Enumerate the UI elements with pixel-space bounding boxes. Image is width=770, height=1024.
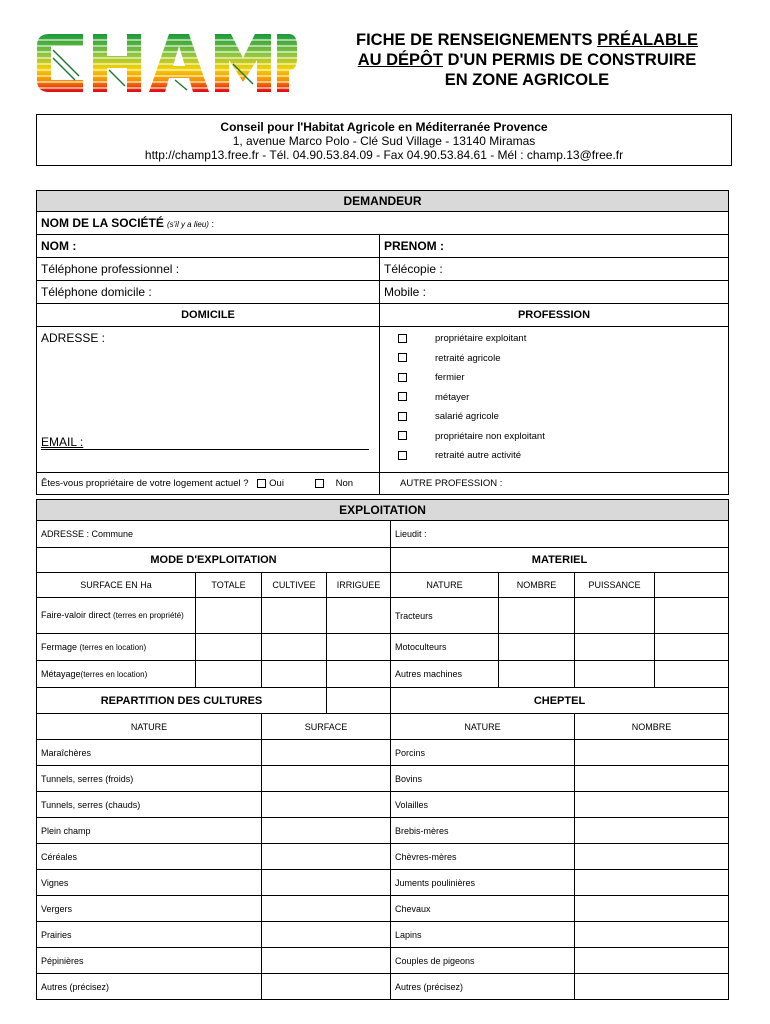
materiel-value-cell[interactable] — [655, 661, 729, 688]
title-line2-a: AU DÉPÔT — [357, 51, 443, 69]
culture-label: Autres (précisez) — [37, 974, 262, 1000]
animal-nombre-cell[interactable] — [575, 792, 729, 818]
oui-label: Oui — [269, 478, 284, 489]
mode-label-note: (terres en propriété) — [113, 611, 184, 620]
culture-label: Vergers — [37, 896, 262, 922]
nom-label: NOM : — [41, 239, 77, 253]
profession-checkbox[interactable] — [398, 451, 407, 460]
mode-value-cell[interactable] — [262, 661, 327, 688]
materiel-value-cell[interactable] — [655, 598, 729, 634]
col-mode-2: CULTIVEE — [262, 573, 327, 598]
profession-option[interactable] — [380, 349, 728, 369]
animal-label: Brebis-mères — [391, 818, 575, 844]
culture-surface-cell[interactable] — [262, 870, 391, 896]
profession-label: salarié agricole — [435, 411, 499, 422]
profession-checkbox[interactable] — [398, 373, 407, 382]
profession-header: PROFESSION — [380, 304, 729, 327]
col-mat-extra — [655, 573, 729, 598]
mode-label — [37, 661, 196, 688]
culture-label: Tunnels, serres (chauds) — [37, 792, 262, 818]
culture-row — [37, 974, 729, 1000]
culture-row — [37, 870, 729, 896]
profession-label: retraité autre activité — [435, 450, 522, 461]
title-line3: EN ZONE AGRICOLE — [444, 71, 610, 89]
col-chep-nombre: NOMBRE — [575, 714, 729, 740]
animal-label: Autres (précisez) — [391, 974, 575, 1000]
org-contact: http://champ13.free.fr - Tél. 04.90.53.84.09 - Fax 04.90.53.84.61 - Mél : champ.13@free.fr — [144, 148, 624, 162]
email-label: EMAIL : — [41, 435, 84, 449]
animal-nombre-cell[interactable] — [575, 974, 729, 1000]
culture-row — [37, 922, 729, 948]
societe-colon: : — [208, 219, 214, 229]
nom-field[interactable] — [37, 235, 380, 258]
org-address: 1, avenue Marco Polo - Clé Sud Village - 13140 Miramas — [232, 134, 536, 148]
culture-row — [37, 766, 729, 792]
mode-value-cell[interactable] — [196, 661, 262, 688]
animal-label: Chevaux — [391, 896, 575, 922]
culture-label: Pépinières — [37, 948, 262, 974]
societe-note: (s'il y a lieu) — [166, 220, 209, 229]
mobile-field[interactable] — [380, 281, 729, 304]
lieudit-field[interactable] — [391, 521, 729, 548]
animal-nombre-cell[interactable] — [575, 870, 729, 896]
telecopie-field[interactable] — [380, 258, 729, 281]
mode-label-main: Métayage — [41, 668, 81, 679]
animal-nombre-cell[interactable] — [575, 740, 729, 766]
mobile-label: Mobile : — [384, 285, 427, 299]
col-mode-0: SURFACE EN Ha — [37, 573, 196, 598]
mode-label-main: Fermage — [41, 641, 80, 652]
culture-surface-cell[interactable] — [262, 740, 391, 766]
mode-label — [37, 634, 196, 661]
materiel-value-cell[interactable] — [575, 598, 655, 634]
animal-nombre-cell[interactable] — [575, 896, 729, 922]
animal-label: Porcins — [391, 740, 575, 766]
animal-label: Volailles — [391, 792, 575, 818]
organisation-box — [36, 114, 732, 166]
culture-surface-cell[interactable] — [262, 792, 391, 818]
materiel-value-cell[interactable] — [575, 634, 655, 661]
animal-label: Chèvres-mères — [391, 844, 575, 870]
culture-surface-cell[interactable] — [262, 896, 391, 922]
culture-surface-cell[interactable] — [262, 818, 391, 844]
exploit-adresse-field[interactable] — [37, 521, 391, 548]
profession-option[interactable] — [380, 407, 728, 427]
title-line2-b: D'UN PERMIS DE CONSTRUIRE — [442, 51, 697, 69]
profession-checkbox[interactable] — [398, 412, 407, 421]
culture-row — [37, 844, 729, 870]
col-rep-nature: NATURE — [37, 714, 262, 740]
lieudit-label: Lieudit : — [395, 529, 427, 539]
mode-label-main: Faire-valoir direct — [41, 610, 114, 620]
tel-dom-field[interactable] — [37, 281, 380, 304]
materiel-value-cell[interactable] — [499, 661, 575, 688]
culture-label: Céréales — [37, 844, 262, 870]
mode-row — [37, 598, 729, 634]
mode-row — [37, 661, 729, 688]
materiel-value-cell[interactable] — [499, 634, 575, 661]
animal-nombre-cell[interactable] — [575, 818, 729, 844]
culture-surface-cell[interactable] — [262, 844, 391, 870]
mode-value-cell[interactable] — [196, 634, 262, 661]
culture-row — [37, 740, 729, 766]
title-line1-b: PRÉALABLE — [597, 31, 698, 49]
autre-profession-label: AUTRE PROFESSION : — [400, 478, 503, 489]
exploitation-table — [36, 499, 729, 1000]
materiel-label: Motoculteurs — [391, 634, 499, 661]
profession-checkbox[interactable] — [398, 334, 407, 343]
culture-row — [37, 948, 729, 974]
culture-label: Maraîchères — [37, 740, 262, 766]
culture-surface-cell[interactable] — [262, 922, 391, 948]
profession-label: propriétaire exploitant — [435, 333, 527, 344]
culture-label: Vignes — [37, 870, 262, 896]
prenom-label: PRENOM : — [384, 239, 444, 253]
animal-label: Lapins — [391, 922, 575, 948]
profession-label: fermier — [435, 372, 465, 383]
mode-value-cell[interactable] — [262, 634, 327, 661]
profession-checkbox[interactable] — [398, 353, 407, 362]
exploitation-header: EXPLOITATION — [37, 500, 729, 521]
proprietaire-question: Êtes-vous propriétaire de votre logement actuel ? — [41, 478, 249, 489]
non-label: Non — [335, 478, 354, 489]
tel-pro-field[interactable] — [37, 258, 380, 281]
col-mode-3: IRRIGUEE — [327, 573, 391, 598]
col-chep-nature: NATURE — [391, 714, 575, 740]
mode-header: MODE D'EXPLOITATION — [37, 548, 391, 573]
profession-option[interactable] — [380, 329, 728, 349]
oui-checkbox[interactable] — [257, 479, 266, 488]
societe-field[interactable] — [37, 212, 729, 235]
animal-nombre-cell[interactable] — [575, 766, 729, 792]
mode-label-note: (terres en location) — [80, 669, 148, 679]
demandeur-header: DEMANDEUR — [37, 191, 729, 212]
culture-row — [37, 896, 729, 922]
culture-surface-cell[interactable] — [262, 766, 391, 792]
culture-surface-cell[interactable] — [262, 974, 391, 1000]
profession-label: retraité agricole — [435, 352, 501, 364]
demandeur-table — [36, 190, 729, 495]
culture-label: Tunnels, serres (froids) — [37, 766, 262, 792]
animal-nombre-cell[interactable] — [575, 844, 729, 870]
exploit-adresse-label: ADRESSE : Commune — [41, 529, 134, 539]
materiel-value-cell[interactable] — [655, 634, 729, 661]
autre-profession-field[interactable] — [380, 473, 729, 495]
col-mat-0: NATURE — [391, 573, 499, 598]
col-rep-surface: SURFACE — [262, 714, 391, 740]
mode-value-cell[interactable] — [327, 598, 391, 634]
materiel-value-cell[interactable] — [575, 661, 655, 688]
form-title — [318, 30, 736, 90]
animal-nombre-cell[interactable] — [575, 922, 729, 948]
animal-nombre-cell[interactable] — [575, 948, 729, 974]
materiel-label: Tracteurs — [391, 598, 499, 634]
materiel-value-cell[interactable] — [499, 598, 575, 634]
animal-label: Juments poulinières — [391, 870, 575, 896]
mode-value-cell[interactable] — [262, 598, 327, 634]
animal-label: Bovins — [391, 766, 575, 792]
adresse-field[interactable] — [37, 327, 380, 473]
culture-label: Plein champ — [37, 818, 262, 844]
mode-row — [37, 634, 729, 661]
culture-label: Prairies — [37, 922, 262, 948]
profession-checkbox[interactable] — [398, 392, 407, 401]
mode-label-note: (terres en location) — [79, 642, 147, 652]
adresse-label: ADRESSE : — [41, 331, 106, 345]
materiel-label: Autres machines — [391, 661, 499, 688]
profession-option[interactable] — [380, 388, 728, 408]
telecopie-label: Télécopie : — [384, 262, 443, 276]
prenom-field[interactable] — [380, 235, 729, 258]
profession-list — [380, 327, 729, 473]
col-mat-1: NOMBRE — [499, 573, 575, 598]
champ-logo — [35, 28, 297, 98]
materiel-header: MATERIEL — [391, 548, 729, 573]
profession-checkbox[interactable] — [398, 431, 407, 440]
non-checkbox[interactable] — [315, 479, 324, 488]
mode-value-cell[interactable] — [327, 661, 391, 688]
profession-label: métayer — [435, 391, 470, 403]
culture-row — [37, 818, 729, 844]
profession-option[interactable] — [380, 427, 728, 447]
mode-value-cell[interactable] — [327, 634, 391, 661]
email-field[interactable] — [41, 435, 369, 450]
mode-label — [37, 598, 196, 634]
repartition-header: REPARTITION DES CULTURES — [37, 688, 327, 714]
societe-label: NOM DE LA SOCIÉTÉ — [41, 216, 164, 230]
proprietaire-question-row — [37, 473, 380, 495]
profession-option[interactable] — [380, 368, 728, 388]
profession-label: propriétaire non exploitant — [435, 430, 545, 442]
title-line1-a: FICHE DE RENSEIGNEMENTS — [356, 31, 598, 49]
cheptel-header: CHEPTEL — [391, 688, 729, 714]
culture-surface-cell[interactable] — [262, 948, 391, 974]
culture-row — [37, 792, 729, 818]
profession-option[interactable] — [380, 446, 728, 466]
tel-pro-label: Téléphone professionnel : — [41, 262, 180, 276]
tel-dom-label: Téléphone domicile : — [41, 285, 152, 299]
col-mode-1: TOTALE — [196, 573, 262, 598]
mode-value-cell[interactable] — [196, 598, 262, 634]
domicile-header: DOMICILE — [37, 304, 380, 327]
col-mat-2: PUISSANCE — [575, 573, 655, 598]
animal-label: Couples de pigeons — [391, 948, 575, 974]
org-name: Conseil pour l'Habitat Agricole en Méditerranée Provence — [220, 120, 548, 134]
